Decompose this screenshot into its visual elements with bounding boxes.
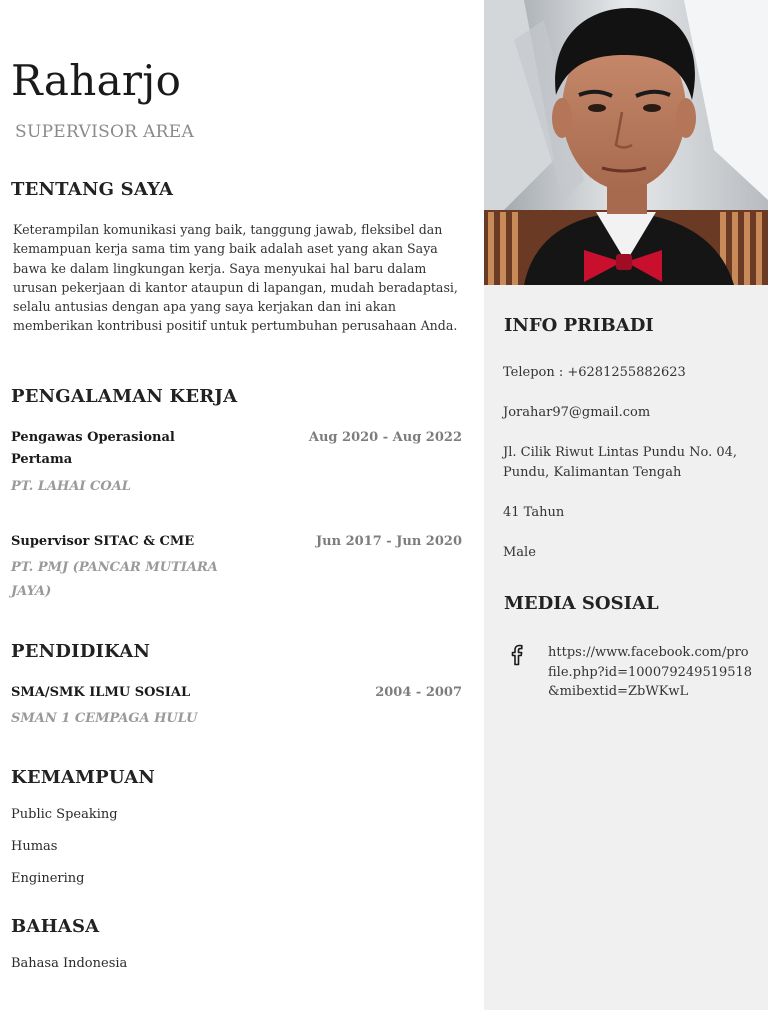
education-school: SMAN 1 CEMPAGA HULU [11, 711, 198, 726]
education-title: SMA/SMK ILMU SOSIAL [11, 685, 191, 700]
profile-role: SUPERVISOR AREA [15, 122, 195, 142]
language-item: Bahasa Indonesia [11, 956, 128, 971]
skill-item: Public Speaking [11, 807, 118, 822]
profile-name: Raharjo [11, 56, 182, 105]
sidebar-footer-gap [484, 1010, 768, 1024]
age-text: 41 Tahun [503, 505, 565, 520]
education-heading: PENDIDIKAN [11, 641, 151, 662]
languages-heading: BAHASA [11, 916, 100, 937]
personal-info-heading: INFO PRIBADI [504, 315, 654, 336]
education-date: 2004 - 2007 [375, 685, 462, 700]
social-heading: MEDIA SOSIAL [504, 593, 659, 614]
address-text: Jl. Cilik Riwut Lintas Pundu No. 04, Pundu, Kalimantan Tengah [503, 445, 738, 480]
job-date-1: Aug 2020 - Aug 2022 [308, 430, 462, 445]
skills-heading: KEMAMPUAN [11, 767, 156, 788]
phone-text: Telepon : +6281255882623 [503, 365, 686, 380]
about-text: Keterampilan komunikasi yang baik, tanggung jawab, fleksibel dan kemampuan kerja sama tim yang baik adalah aset yang akan Saya bawa ke dalam lingkungan kerja. Saya menyukai hal baru dalam urusan pekerjaan di kantor ataupun di lapangan, mudah beradaptasi, selalu antusias dengan apa yang saya kerjakan dan ini akan memberikan kontribusi positif untuk pertumbuhan perusahaan Anda. [13, 222, 458, 334]
job-date-2: Jun 2017 - Jun 2020 [316, 534, 462, 549]
facebook-link[interactable]: https://www.facebook.com/profile.php?id=100079249519518&mibextid=ZbWKwL [548, 645, 753, 699]
job-title-2: Supervisor SITAC & CME [11, 534, 195, 549]
profile-photo [484, 0, 768, 285]
gender-text: Male [503, 545, 536, 560]
job-company-1: PT. LAHAI COAL [11, 479, 131, 494]
about-heading: TENTANG SAYA [11, 179, 174, 200]
job-title-1: Pengawas Operasional Pertama [11, 430, 175, 467]
job-company-2: PT. PMJ (PANCAR MUTIARA JAYA) [11, 560, 218, 599]
skill-item: Humas [11, 839, 58, 854]
email-text: Jorahar97@gmail.com [503, 405, 651, 420]
experience-heading: PENGALAMAN KERJA [11, 386, 238, 407]
skill-item: Enginering [11, 871, 85, 886]
facebook-icon [508, 643, 526, 667]
